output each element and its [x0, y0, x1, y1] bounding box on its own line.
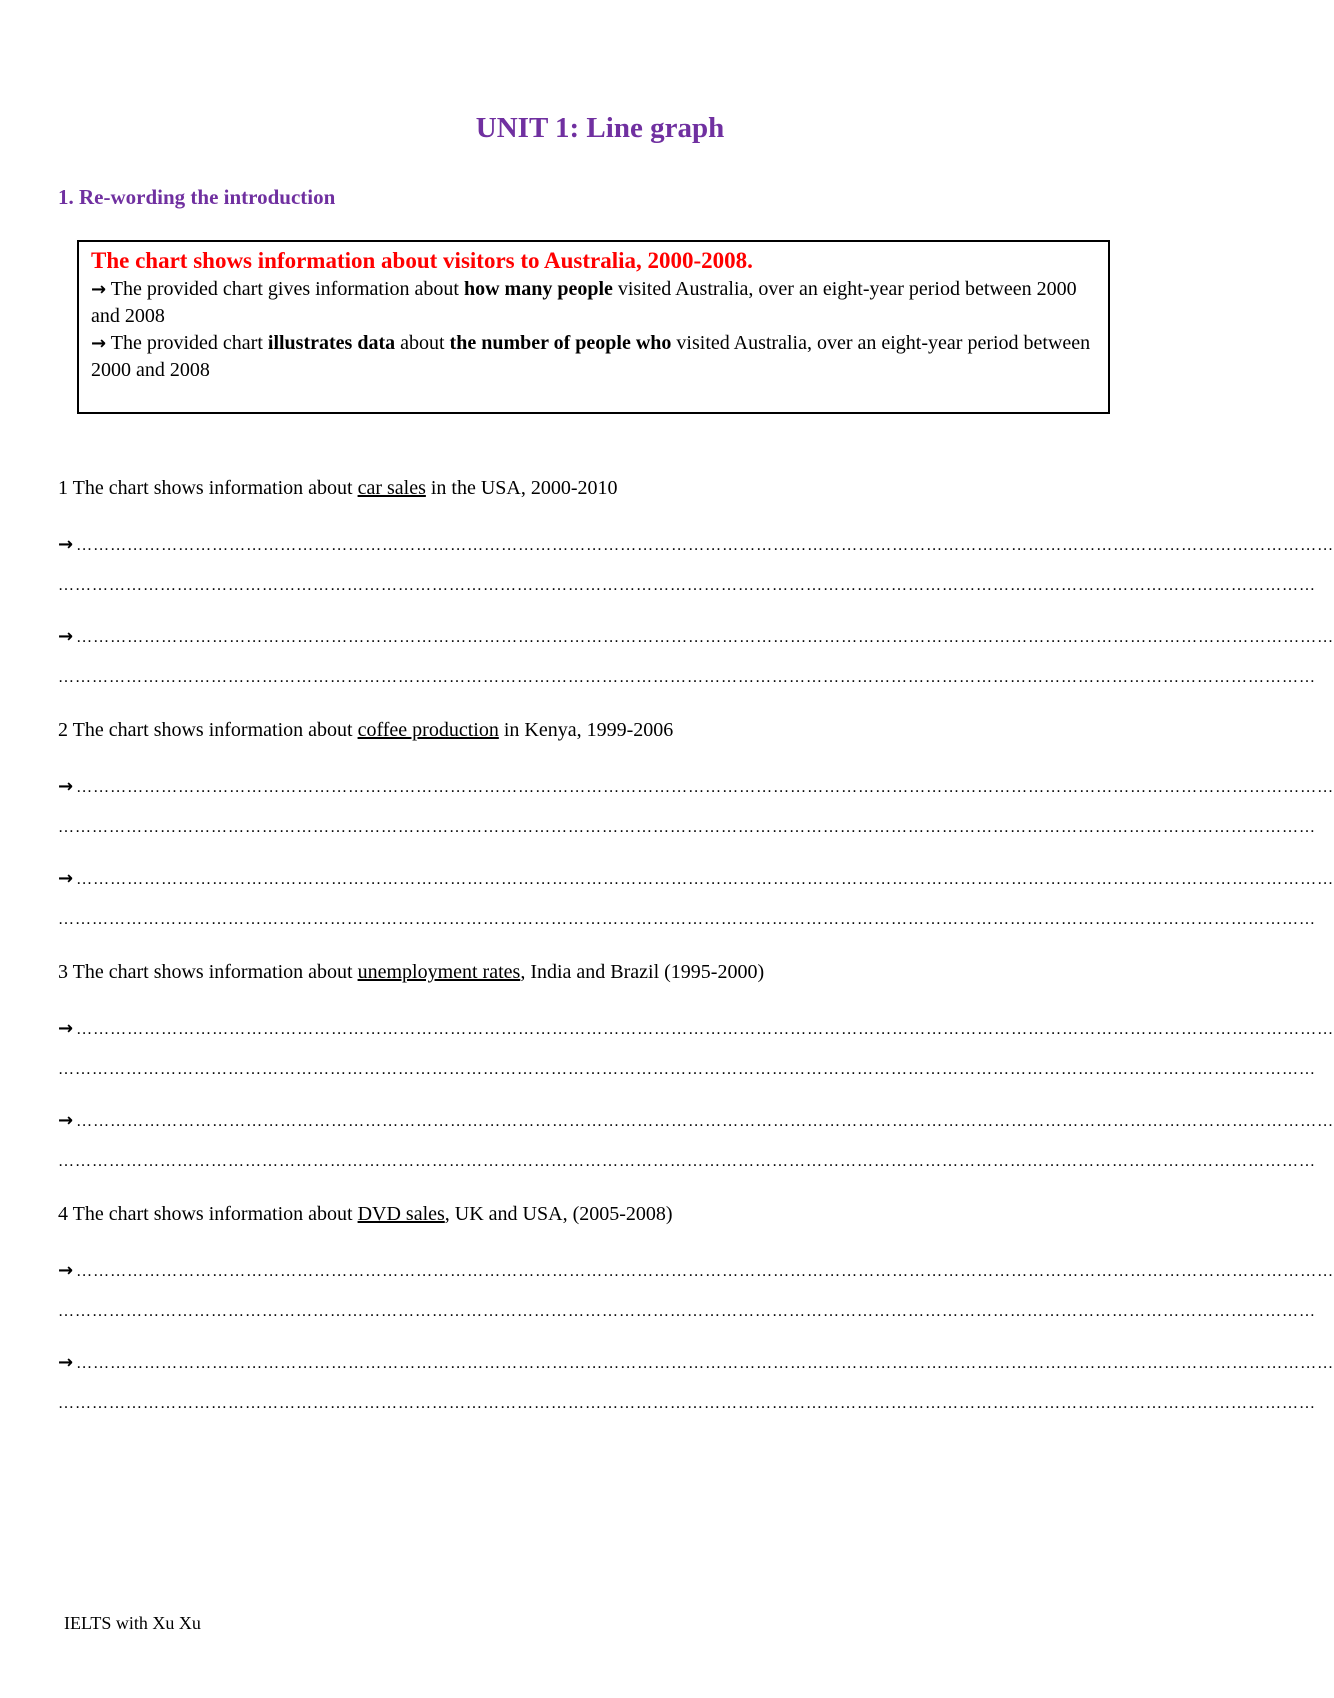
arrow-right-icon: →	[58, 1018, 75, 1039]
arrow-right-icon: →	[91, 333, 107, 354]
arrow-right-icon: →	[58, 776, 75, 797]
arrow-right-icon: →	[58, 626, 75, 647]
answer-line[interactable]: → ……………………………………………………………………………………………………………………………………………………………………………………………………	[58, 626, 1334, 647]
arrow-right-icon: →	[58, 1110, 75, 1131]
answer-line[interactable]: → ……………………………………………………………………………………………………………………………………………………………………………………………………	[58, 776, 1334, 797]
exercise-prompt-3: 3 The chart shows information about unemployment rates, India and Brazil (1995-2000)	[58, 961, 765, 983]
answer-line[interactable]: → ……………………………………………………………………………………………………………………………………………………………………………………………………	[58, 1260, 1334, 1281]
answer-line[interactable]: ……………………………………………………………………………………………………………………………………………………………………………………………………	[58, 819, 1316, 836]
exercise-topic: unemployment rates	[357, 961, 521, 983]
section-heading: 1. Re-wording the introduction	[58, 185, 336, 209]
answer-line[interactable]: → ……………………………………………………………………………………………………………………………………………………………………………………………………	[58, 1018, 1334, 1039]
arrow-right-icon: →	[58, 1352, 75, 1373]
exercise-topic: DVD sales	[357, 1203, 445, 1225]
arrow-right-icon: →	[58, 868, 75, 889]
answer-line[interactable]: → ……………………………………………………………………………………………………………………………………………………………………………………………………	[58, 1352, 1334, 1373]
answer-line[interactable]: ……………………………………………………………………………………………………………………………………………………………………………………………………	[58, 911, 1316, 928]
footer: IELTS with Xu Xu	[64, 1613, 201, 1633]
example-box	[77, 240, 1110, 414]
example-headline: The chart shows information about visitors to Australia, 2000-2008.	[91, 248, 753, 273]
exercise-prompt-2: 2 The chart shows information about coffee production in Kenya, 1999-2006	[58, 719, 674, 741]
exercise-topic: coffee production	[357, 719, 499, 741]
answer-line[interactable]: ……………………………………………………………………………………………………………………………………………………………………………………………………	[58, 577, 1316, 594]
answer-line[interactable]: → ……………………………………………………………………………………………………………………………………………………………………………………………………	[58, 534, 1334, 555]
answer-line[interactable]: ……………………………………………………………………………………………………………………………………………………………………………………………………	[58, 1303, 1316, 1320]
arrow-right-icon: →	[58, 534, 75, 555]
example-paraphrase-2: → The provided chart illustrates data about the number of people who visited Australia, over an eight-year period between 2000 and 2008	[91, 332, 1091, 381]
example-paraphrase-1: → The provided chart gives information about how many people visited Australia, over an eight-year period between 2000 and 2008	[91, 278, 1077, 327]
arrow-right-icon: →	[58, 1260, 75, 1281]
exercise-prompt-1: 1 The chart shows information about car sales in the USA, 2000-2010	[58, 477, 618, 499]
answer-line[interactable]: → ……………………………………………………………………………………………………………………………………………………………………………………………………	[58, 1110, 1334, 1131]
answer-line[interactable]: ……………………………………………………………………………………………………………………………………………………………………………………………………	[58, 1395, 1316, 1412]
answer-line[interactable]: → ……………………………………………………………………………………………………………………………………………………………………………………………………	[58, 868, 1334, 889]
exercise-prompt-4: 4 The chart shows information about DVD sales, UK and USA, (2005-2008)	[58, 1203, 673, 1225]
answer-line[interactable]: ……………………………………………………………………………………………………………………………………………………………………………………………………	[58, 1061, 1316, 1078]
exercise-topic: car sales	[357, 477, 426, 499]
page-title: UNIT 1: Line graph	[475, 112, 725, 144]
arrow-right-icon: →	[91, 279, 107, 300]
answer-line[interactable]: ……………………………………………………………………………………………………………………………………………………………………………………………………	[58, 669, 1316, 686]
answer-line[interactable]: ……………………………………………………………………………………………………………………………………………………………………………………………………	[58, 1153, 1316, 1170]
